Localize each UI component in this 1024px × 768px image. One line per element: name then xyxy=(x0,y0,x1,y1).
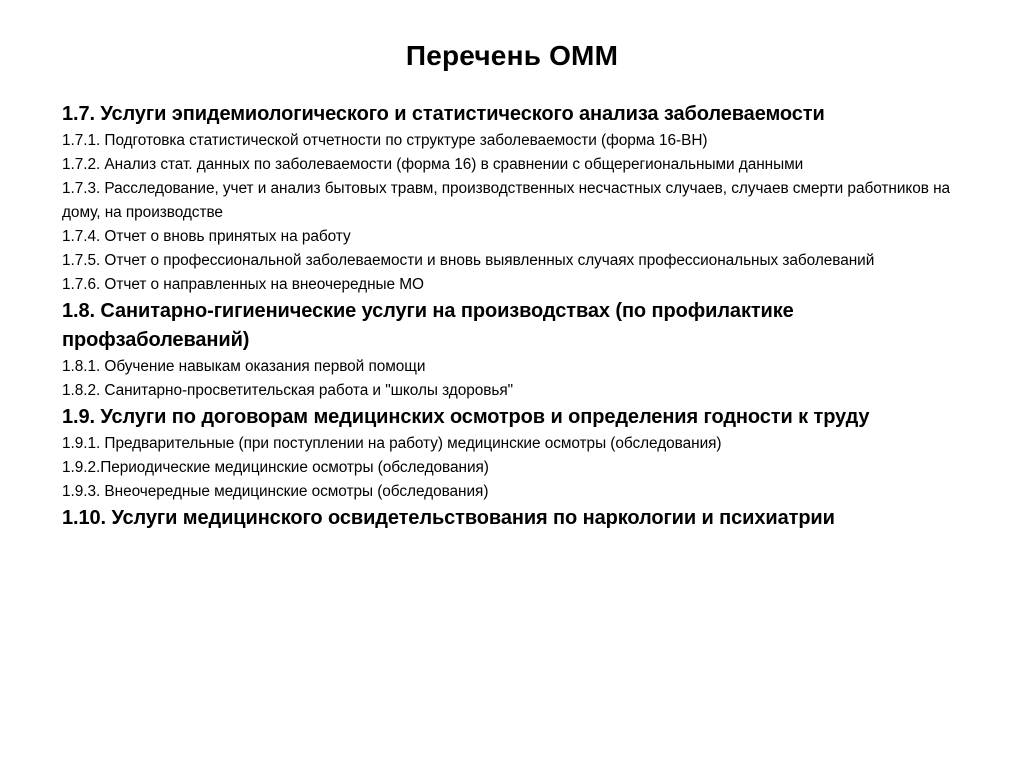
section-1-10 xyxy=(62,504,967,533)
list-item: 1.9.3. Внеочередные медицинские осмотры (обследования) xyxy=(62,483,489,500)
section-heading: 1.8. Санитарно-гигиенические услуги на производствах (по профилактике профзаболеваний) xyxy=(62,300,794,351)
list-item: 1.7.4. Отчет о вновь принятых на работу xyxy=(62,228,351,245)
list-item: 1.7.6. Отчет о направленных на внеочередные МО xyxy=(62,276,424,293)
slide-content xyxy=(62,100,967,533)
slide-title: Перечень ОММ xyxy=(405,40,619,71)
list-item: 1.8.1. Обучение навыкам оказания первой помощи xyxy=(62,358,426,375)
section-1-7 xyxy=(62,100,967,297)
list-item: 1.8.2. Санитарно-просветительская работа и "школы здоровья" xyxy=(62,382,514,399)
section-heading: 1.7. Услуги эпидемиологического и статистического анализа заболеваемости xyxy=(62,103,825,125)
section-heading: 1.9. Услуги по договорам медицинских осмотров и определения годности к труду xyxy=(62,406,870,428)
section-1-9 xyxy=(62,403,967,504)
list-item: 1.9.1. Предварительные (при поступлении на работу) медицинские осмотры (обследования) xyxy=(62,435,722,452)
list-item: 1.7.2. Анализ стат. данных по заболеваемости (форма 16) в сравнении с общерегиональными данными xyxy=(62,156,804,173)
list-item: 1.7.1. Подготовка статистической отчетности по структуре заболеваемости (форма 16-ВН) xyxy=(62,132,708,149)
list-item: 1.7.3. Расследование, учет и анализ бытовых травм, производственных несчастных случаев, случаев смерти работников на дому, на производстве xyxy=(62,180,951,221)
list-item: 1.9.2.Периодические медицинские осмотры (обследования) xyxy=(62,459,489,476)
section-1-8 xyxy=(62,297,967,403)
list-item: 1.7.5. Отчет о профессиональной заболеваемости и вновь выявленных случаях профессиональных заболеваний xyxy=(62,252,875,269)
section-heading: 1.10. Услуги медицинского освидетельствования по наркологии и психиатрии xyxy=(62,507,835,529)
